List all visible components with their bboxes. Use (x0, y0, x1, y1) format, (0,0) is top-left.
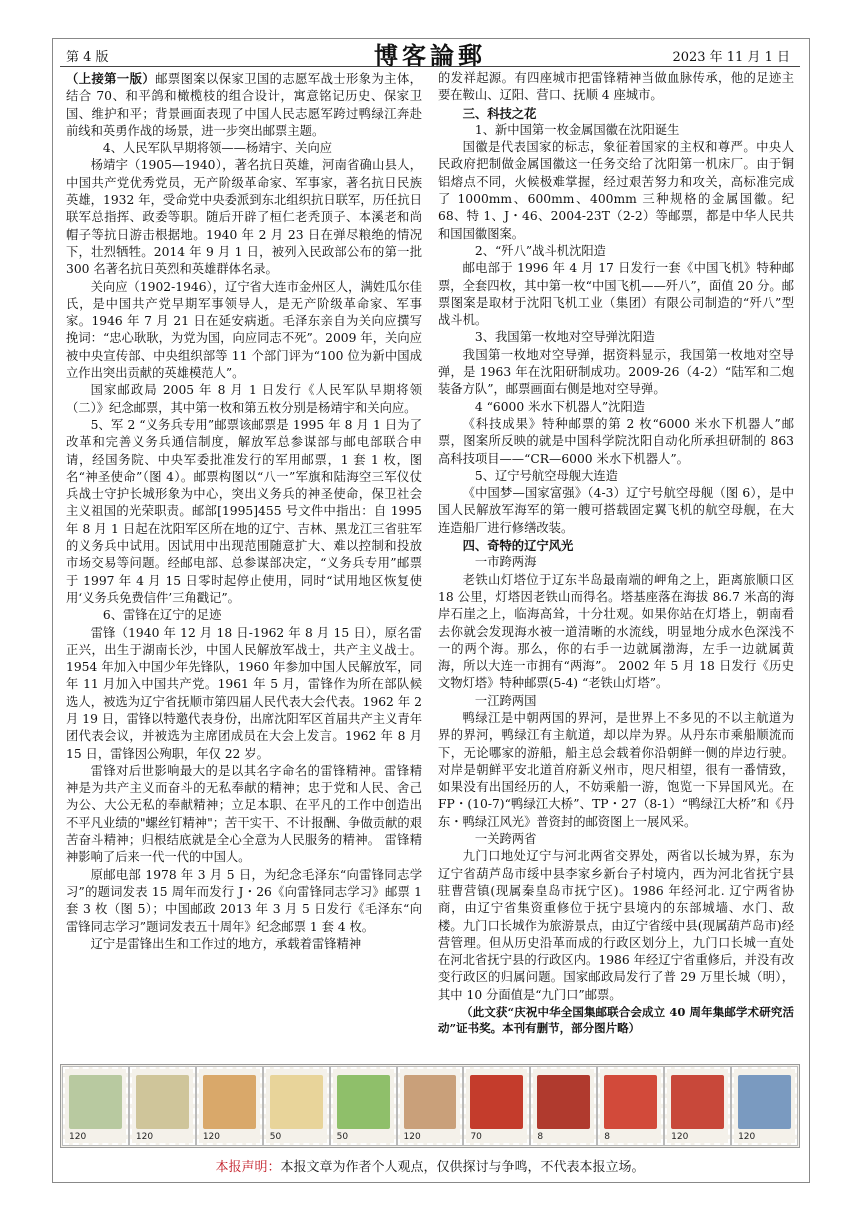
stamp-image (130, 1067, 195, 1145)
stamp-image (331, 1067, 396, 1145)
paragraph: 鸭绿江是中朝两国的界河，是世界上不多见的不以主航道为界的界河，鸭绿江有主航道，却以岸为界。从丹东市乘船顺流而下，无论哪家的游船，船主总会载着你沿朝鲜一侧的岸边行驶。对岸是朝鲜平安北道首府新义州市，咫尺相望，很有一番情致，如果没有出国经历的人，不妨乘船一游，饱览一下异国风光。在 FP・(10-7)“鸭绿江大桥”、TP・27（8-1）“鸭绿江大桥”和《丹东・鸭绿江风光》普资封的邮资图上一展风采。 (438, 710, 794, 829)
stamp-value: 120 (202, 1132, 220, 1142)
stamp-value: 50 (269, 1132, 282, 1142)
subheading: 3、我国第一枚地对空导弹沈阳造 (474, 330, 655, 345)
subheading: 一市跨两海 (474, 555, 537, 570)
footer-label: 本报声明： (215, 1160, 281, 1175)
paragraph: （上接第一版）邮票图案以保家卫国的志愿军战士形象为主体，结合 70、和平鸽和橄榄枝的组合设计，寓意铭记历史、保家卫国、维护和平；背景画面表现了中国人民志愿军跨过鸭绿江奔赴前线和英勇作战的场景，进一步突出邮票主题。 (66, 71, 422, 138)
edition-label: 第 4 版 (66, 50, 109, 65)
stamp-image (63, 1067, 128, 1145)
stamp-face (671, 1075, 724, 1129)
issue-date: 2023 年 11 月 1 日 (672, 50, 790, 65)
section-heading: 三、科技之花 (462, 105, 537, 121)
subheading: 4 “6000 米水下机器人”沈阳造 (474, 399, 646, 414)
stamp-face (203, 1075, 256, 1129)
stamp-value: 120 (135, 1132, 154, 1142)
stamp-value: 120 (738, 1132, 756, 1142)
stamp-face (136, 1075, 189, 1129)
paragraph: 原邮电部 1978 年 3 月 5 日，为纪念毛泽东“向雷锋同志学习”的题词发表 15 周年而发行 J・26《向雷锋同志学习》邮票 1 套 3 枚（图 5）；中国邮政 2013 年 3 月 5 日发行《毛泽东“向雷锋同志学习”题词发表五十周年》纪念邮票 1 套 4 枚。 (66, 867, 422, 934)
paragraph: 《中国梦—国家富强》（4-3）辽宁号航空母舰（图 6），是中国人民解放军海军的第一艘可搭载固定翼飞机的航空母舰，在大连造船厂进行修缮改装。 (438, 486, 794, 535)
stamp-value: 120 (69, 1132, 87, 1142)
stamp-face (470, 1075, 523, 1129)
paragraph: 我国第一枚地对空导弹，据资料显示，我国第一枚地对空导弹，是 1963 年在沈阳研制成功。2009-26（4-2）“陆军和二炮装备方队”，邮票画面右侧是地对空导弹。 (438, 347, 794, 397)
footer-text: 本报文章为作者个人观点，仅供探讨与争鸣，不代表本报立场。 (280, 1160, 645, 1175)
section-heading: 6、雷锋在辽宁的足迹 (102, 608, 222, 623)
header-rule (60, 66, 800, 67)
paragraph: 雷锋（1940 年 12 月 18 日-1962 年 8 月 15 日），原名雷正兴，出生于湖南长沙，中国人民解放军战士，共产主义战士。1954 年加入中国少年先锋队，1960 年参加中国人民解放军，同年 11 月加入中国共产党。1961 年 5 月，雷锋作为所在部队候选人，被选为辽宁省抚顺市第四届人民代表大会代表。1962 年 2 月 19 日，雷锋以特邀代表身份，出席沈阳军区首届共产主义青年团代表会议，并被选为主席团成员在大会上发言。1962 年 8 月 15 日，雷锋因公殉职，年仅 22 岁。 (66, 625, 422, 761)
footer-statement (0, 1156, 860, 1175)
paragraph: 的发祥起源。有四座城市把雷锋精神当做血脉传承，他的足迹主要在鞍山、辽阳、营口、抚顺 4 座城市。 (438, 71, 794, 103)
paragraph: 《科技成果》特种邮票的第 2 枚“6000 米水下机器人”邮票，图案所反映的就是中国科学院沈阳自动化所承担研制的 863 高科技项目——“CR—6000 米水下机器人”。 (438, 416, 794, 466)
stamp-image (264, 1067, 329, 1145)
subheading: 一关跨两省 (474, 832, 537, 847)
paragraph: 辽宁是雷锋出生和工作过的地方，承载着雷锋精神 (90, 936, 362, 951)
section-heading: 4、人民军队早期将领——杨靖宇、关向应 (102, 141, 333, 156)
paragraph: 国家邮政局 2005 年 8 月 1 日发行《人民军队早期将领（二）》纪念邮票，其中第一枚和第五枚分别是杨靖宇和关向应。 (66, 383, 422, 415)
stamp-face (404, 1075, 457, 1129)
paragraph: 关向应（1902-1946），辽宁省大连市金州区人，满姓瓜尔佳氏，是中国共产党早期军事领导人，是无产阶级革命家、军事家。1946 年 7 月 21 日在延安病逝。毛泽东亲自为关向应撰写挽词：“忠心耿耿，为党为国，向应同志不死”。2009 年，关向应被中央宣传部、中央组织部等 11 个部门评为“100 位为新中国成立作出突出贡献的英雄模范人”。 (66, 279, 422, 381)
stamp-value: 120 (403, 1132, 421, 1142)
stamp-face (69, 1075, 122, 1129)
stamp-value: 70 (470, 1132, 482, 1142)
stamp-image-strip (60, 1064, 800, 1148)
stamp-image (732, 1067, 797, 1145)
stamp-value: 50 (336, 1132, 349, 1142)
paragraph: 杨靖宇（1905—1940），著名抗日英雄，河南省确山县人，中国共产党优秀党员，无产阶级革命家、军事家，著名抗日民族英雄，1932 年，受命党中央委派到东北组织抗日联军，历任抗日联军总指挥、政委等职。随后开辟了桓仁老秃顶子、本溪老和尚帽子等抗日游击根据地。1940 年 2 月 23 日在弹尽粮绝的情况下，壮烈牺牲。2014 年 9 月 1 日，被列入民政部公布的第一批 300 名著名抗日英烈和英雄群体名录。 (66, 158, 422, 277)
stamp-value: 120 (671, 1132, 689, 1142)
subheading: 1、新中国第一枚金属国徽在沈阳诞生 (474, 122, 680, 137)
stamp-image (398, 1067, 463, 1145)
stamp-face (604, 1075, 657, 1129)
stamp-face (337, 1075, 390, 1129)
stamp-image (598, 1067, 663, 1145)
stamp-face (537, 1075, 590, 1129)
stamp-face (270, 1075, 323, 1129)
stamp-image (665, 1067, 730, 1145)
editor-note: （此文获“庆祝中华全国集邮联合会成立 40 周年集邮学术研究活动”证书奖。本刊有删节，部分图片略） (438, 1005, 794, 1036)
section-heading: 四、奇特的辽宁风光 (462, 538, 574, 554)
paragraph: 国徽是代表国家的标志，象征着国家的主权和尊严。中央人民政府把制做金属国徽这一任务交给了沈阳第一机床厂。由于铜铝熔点不同，火候极难掌握，经过艰苦努力和攻关，高标准完成了 1000mm、600mm、400mm 三种规格的金属国徽。纪 68、特 1、J・46、2004-23T（2-2）等邮票，都是中华人民共和国国徽图案。 (438, 140, 794, 241)
stamp-value: 8 (537, 1132, 544, 1142)
stamp-face (738, 1075, 791, 1129)
continued-label: （上接第一版） (66, 71, 156, 86)
subheading: 一江跨两国 (474, 693, 537, 708)
stamp-image (197, 1067, 262, 1145)
stamp-image (464, 1067, 529, 1145)
newspaper-title: 博客論郵 (374, 41, 486, 70)
stamp-value: 8 (604, 1132, 610, 1142)
paragraph: 雷锋对后世影响最大的是以其名字命名的雷锋精神。雷锋精神是为共产主义而奋斗的无私奉献的精神；忠于党和人民、舍己为公、大公无私的奉献精神；立足本职、在平凡的工作中创造出不平凡业绩的"螺丝钉精神"；苦干实干、不计报酬、争做贡献的艰苦奋斗精神；归根结底就是全心全意为人民服务的精神。 雷锋精神影响了后来一代一代的中国人。 (66, 763, 422, 865)
subheading: 5、辽宁号航空母舰大连造 (474, 468, 618, 483)
paragraph: 老铁山灯塔位于辽东半岛最南端的岬角之上，距离旅顺口区 18 公里，灯塔因老铁山而得名。塔基座落在海拔 86.7 米高的海岸石崖之上，临海高耸，十分壮观。如果你站在灯塔上，朝南看去你就会发现海水被一道清晰的水流线，明显地分成水色深浅不一的两个海。那么，你的右手一边就属渤海，左手一边就属黄海，所以大连一市拥有“两海”。 2002 年 5 月 18 日发行《历史文物灯塔》特种邮票(5-4) “老铁山灯塔”。 (438, 572, 794, 691)
stamp-image (531, 1067, 596, 1145)
paragraph: 5、军 2 “义务兵专用”邮票该邮票是 1995 年 8 月 1 日为了改革和完善义务兵通信制度，解放军总参谋部与邮电部联合申请，经国务院、中央军委批准发行的军用邮票，1 套 1 枚，图名“神圣使命”（图 4）。邮票构图以“八一”军旗和陆海空三军仪仗兵战士守护长城形象为中心，突出义务兵的神圣使命，保卫社会主义祖国的光荣职责。邮部[1995]455 号文件中指出：自 1995 年 8 月 1 日起在沈阳军区所在地的辽宁、吉林、黑龙江三省驻军的义务兵中试用。因试用中出现范围随意扩大、难以控制和投放市场交易等问题。经邮电部、总参谋部决定，“义务兵专用”邮票于 1997 年 4 月 15 日零时起停止使用，同时“试用地区恢复使用‘义务兵免费信件’三角戳记”。 (66, 417, 422, 605)
subheading: 2、“歼八”战斗机沈阳造 (474, 243, 606, 258)
paragraph: 九门口地处辽宁与河北两省交界处，两省以长城为界，东为辽宁省葫芦岛市绥中县李家乡新台子村境内，西为河北省抚宁县驻曹营镇(现属秦皇岛市抚宁区)。1986 年经河北. 辽宁两省协商，由辽宁省集资重修位于抚宁县境内的东部城墙、水门、敌楼。九门口长城作为旅游景点，由辽宁省绥中县(现属葫芦岛市)经营管理。但从历史沿革而成的行政区划分上，九门口长城一直处在河北省抚宁县的行政区内。1986 年经辽宁省重修后，并没有改变行政区的归属问题。国家邮政局发行了普 29 万里长城（明），其中 10 分面值是“九门口”邮票。 (438, 849, 794, 1002)
left-column (66, 70, 422, 1058)
right-column (438, 70, 794, 1058)
paragraph: 邮电部于 1996 年 4 月 17 日发行一套《中国飞机》特种邮票，全套四枚，其中第一枚“中国飞机——歼八”，面值 20 分。邮票图案是取材于沈阳飞机工业（集团）有限公司制造的“歼八”型战斗机。 (438, 261, 794, 328)
